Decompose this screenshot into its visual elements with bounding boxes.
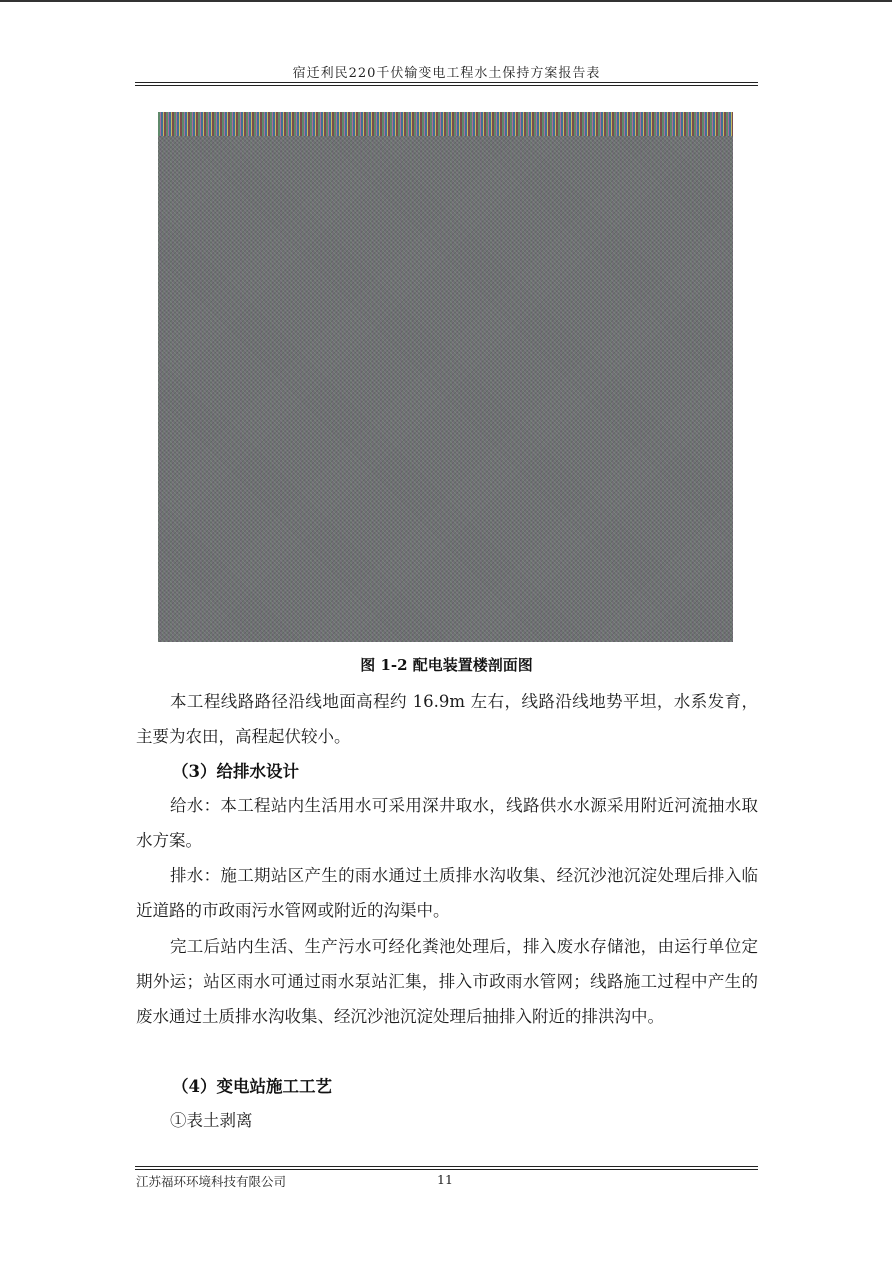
figure-noise-band xyxy=(158,112,733,136)
header-divider-secondary xyxy=(135,85,758,86)
paragraph-drainage: 排水：施工期站区产生的雨水通过土质排水沟收集、经沉沙池沉淀处理后排入临近道路的市政雨污水管网或附近的沟渠中。 xyxy=(136,866,758,920)
paragraph-water-supply: 给水：本工程站内生活用水可采用深井取水，线路供水水源采用附近河流抽水取水方案。 xyxy=(136,796,758,850)
figure-caption: 图 1-2 配电装置楼剖面图 xyxy=(360,656,533,674)
heading-substation-process: （4）变电站施工工艺 xyxy=(172,1077,332,1096)
page-number: 11 xyxy=(437,1172,453,1187)
heading-water-design: （3）给排水设计 xyxy=(172,762,299,781)
running-header: 宿迁利民220千伏输变电工程水土保持方案报告表 xyxy=(292,66,601,81)
top-border xyxy=(0,0,892,2)
list-item-topsoil-stripping: ①表土剥离 xyxy=(170,1111,253,1130)
footer-divider-secondary xyxy=(135,1169,758,1170)
section-drawing-figure xyxy=(158,112,733,642)
header-divider xyxy=(135,82,758,83)
footer-company: 江苏福环环境科技有限公司 xyxy=(136,1174,287,1189)
footer-divider xyxy=(135,1166,758,1167)
paragraph-post-construction: 完工后站内生活、生产污水可经化粪池处理后，排入废水存储池，由运行单位定期外运；站区雨水可通过雨水泵站汇集，排入市政雨水管网；线路施工过程中产生的废水通过土质排水沟收集、经沉沙池沉淀处理后抽排入附近的排洪沟中。 xyxy=(136,937,758,1026)
paragraph-terrain: 本工程线路路径沿线地面高程约 16.9m 左右，线路沿线地势平坦，水系发育，主要为农田，高程起伏较小。 xyxy=(136,692,758,746)
